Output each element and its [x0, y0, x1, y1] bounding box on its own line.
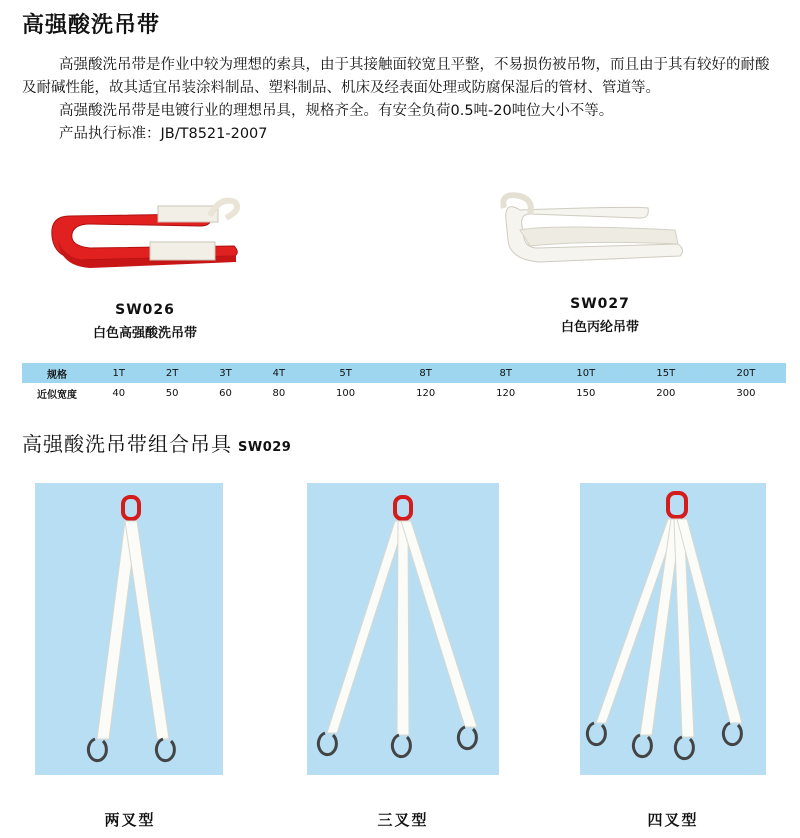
width-cell: 120	[496, 387, 516, 399]
spec-cell: 10T	[546, 363, 626, 383]
caption-four-leg: 四叉型	[647, 811, 699, 829]
spec-cell: 3T	[199, 363, 252, 383]
description-paragraph-1: 高强酸洗吊带是作业中较为理想的索具，由于其接触面较宽且平整，不易损伤被吊物，而且由于其有较好的耐酸及耐碱性能，故其适宜吊装涂料制品、塑料制品、机床及经表面处理或防腐保湿后的管材、管道等。	[22, 57, 770, 96]
width-row-label: 近似宽度	[37, 389, 77, 401]
red-sling-image	[50, 196, 240, 276]
three-leg-sling-panel	[307, 483, 499, 775]
width-cell: 80	[272, 387, 286, 399]
width-cell: 150	[576, 387, 596, 399]
spec-cell: 8T	[386, 363, 466, 383]
product-code-sw026: SW026	[115, 302, 175, 318]
product-standard: 产品执行标准：JB/T8521-2007	[59, 126, 268, 142]
caption-two-leg: 两叉型	[104, 811, 156, 829]
width-cell: 60	[219, 387, 232, 399]
product-name-sw026: 白色高强酸洗吊带	[92, 326, 197, 341]
four-leg-sling-panel	[580, 483, 766, 775]
combo-code: SW029	[238, 440, 292, 455]
combo-title	[22, 428, 291, 457]
spec-cell: 15T	[626, 363, 706, 383]
width-row	[22, 383, 786, 403]
spec-cell: 5T	[306, 363, 386, 383]
white-sling-image	[490, 190, 690, 270]
width-cell: 50	[165, 387, 179, 399]
width-cell: 100	[336, 387, 356, 399]
spec-cell: 2T	[145, 363, 198, 383]
spec-cell: 8T	[466, 363, 546, 383]
spec-table	[22, 363, 786, 403]
combo-title-text: 高强酸洗吊带组合吊具	[22, 432, 232, 456]
product-code-sw027: SW027	[570, 296, 630, 312]
caption-three-leg: 三叉型	[377, 811, 429, 829]
product-name-sw027: 白色丙纶吊带	[560, 320, 639, 335]
two-leg-sling-panel	[35, 483, 223, 775]
spec-header-label: 规格	[22, 363, 92, 383]
spec-cell: 4T	[252, 363, 305, 383]
width-cell: 120	[416, 387, 436, 399]
width-cell: 40	[112, 387, 126, 399]
width-cell: 200	[656, 387, 676, 399]
spec-row	[22, 363, 786, 383]
spec-cell: 20T	[706, 363, 786, 383]
spec-cell: 1T	[92, 363, 145, 383]
description-paragraph-2: 高强酸洗吊带是电镀行业的理想吊具，规格齐全。有安全负荷0.5吨-20吨位大小不等。	[59, 103, 614, 119]
description	[22, 54, 782, 146]
page-title: 高强酸洗吊带	[22, 13, 161, 38]
width-cell: 300	[736, 387, 756, 399]
